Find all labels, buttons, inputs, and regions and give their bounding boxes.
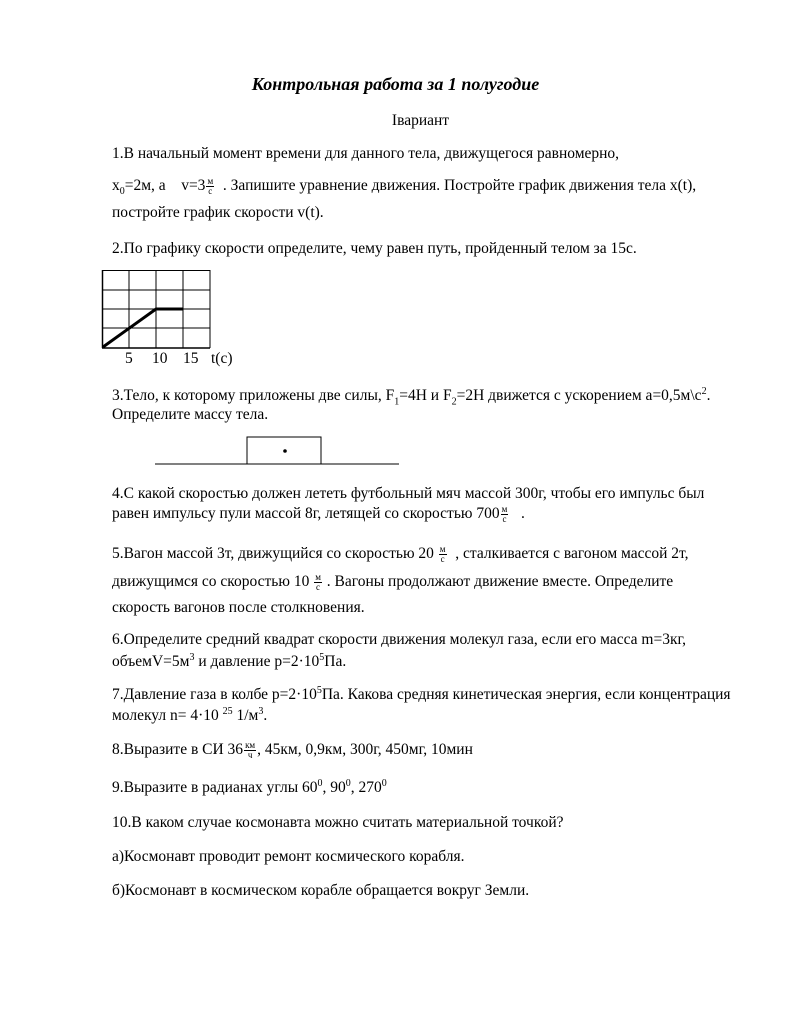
q4-unit-num: м <box>501 504 508 514</box>
graph-axis-label: t(c) <box>211 350 233 367</box>
q4-line2 <box>112 505 525 524</box>
q3-f2-sub: 2 <box>451 396 457 408</box>
q1-line2-rest: . Запишите уравнение движения. Постройте график движения тела x(t), <box>222 177 697 195</box>
q3-f1-sub: 1 <box>394 396 400 408</box>
q7-line2 <box>112 706 267 725</box>
q1-unit-fraction <box>206 177 214 196</box>
diagram-center-dot <box>283 449 287 453</box>
q6-sup-2: 5 <box>319 652 325 663</box>
q3-text-d: . <box>706 387 711 405</box>
q6-line2 <box>112 652 346 671</box>
q9-sup-1: 0 <box>317 778 323 789</box>
q7-sup-1: 5 <box>316 685 322 696</box>
q4-unit-den: с <box>502 514 507 524</box>
q5-unit-fraction-1 <box>439 545 447 564</box>
q9-sup-2: 0 <box>345 778 351 789</box>
q3-text-a: 3.Тело, к которому приложены две силы, F <box>112 387 395 405</box>
q9-sup-3: 0 <box>381 778 387 789</box>
q1-x0-value: =2м, а <box>124 177 166 195</box>
q6-text-b: и давление р=2·10 <box>194 653 320 671</box>
q1-line3: постройте график скорости v(t). <box>112 204 324 221</box>
q1-unit-den: с <box>208 186 213 196</box>
graph-tick-15: 15 <box>183 350 199 367</box>
q8-line <box>112 741 473 760</box>
q7-text-d: 1/м <box>232 707 259 725</box>
q8-unit-den: ч <box>247 750 253 760</box>
q6-text-c: Па. <box>324 653 347 671</box>
q9-text-a: 9.Выразите в радианах углы 60 <box>112 779 318 797</box>
q9-text-c: , 270 <box>350 779 382 797</box>
q5-unit-num-1: м <box>439 544 446 554</box>
q6-line1: 6.Определите средний квадрат скорости движения молекул газа, если его масса m=3кг, <box>112 631 686 648</box>
q8-text-a: 8.Выразите в СИ 36 <box>112 741 244 759</box>
q1-line2 <box>112 177 696 197</box>
q10-option-b: б)Космонавт в космическом корабле обращается вокруг Земли. <box>112 882 530 899</box>
q7-text-c: молекул n= 4·10 <box>112 707 223 725</box>
q4-text-a: равен импульсу пули массой 8г, летящей со скоростью 700 <box>112 505 500 523</box>
q5-text-d: . Вагоны продолжают движение вместе. Определите <box>326 573 674 591</box>
q5-unit-den-2: с <box>316 582 321 592</box>
graph-tick-10: 10 <box>152 350 168 367</box>
q1-unit-num: м <box>207 176 214 186</box>
graph-tick-5: 5 <box>125 350 133 367</box>
q7-text-a: 7.Давление газа в колбе р=2·10 <box>112 686 317 704</box>
q3-line1 <box>112 386 710 407</box>
q5-text-b: , сталкивается с вагоном массой 2т, <box>455 545 689 563</box>
q8-text-b: , 45км, 0,9км, 300г, 450мг, 10мин <box>257 741 473 759</box>
q10-option-a: а)Космонавт проводит ремонт космического корабля. <box>112 848 465 865</box>
q5-line1 <box>112 545 689 564</box>
q1-line1: 1.В начальный момент времени для данного тела, движущегося равномерно, <box>112 145 620 162</box>
q7-line1 <box>112 685 731 704</box>
velocity-graph <box>102 270 214 352</box>
q7-sup-2: 25 <box>222 706 233 717</box>
q7-sup-3: 3 <box>258 706 264 717</box>
q3-text-c: =2Н движется с ускорением а=0,5м\с <box>456 387 702 405</box>
q6-text-a: объемV=5м <box>112 653 190 671</box>
q10-text: 10.В каком случае космонавта можно считать материальной точкой? <box>112 814 564 831</box>
q4-unit-fraction <box>501 505 509 524</box>
q3-sup: 2 <box>701 386 707 397</box>
q5-line2 <box>112 573 673 592</box>
q4-line1: 4.С какой скоростью должен лететь футбольный мяч массой 300г, чтобы его импульс был <box>112 485 705 502</box>
page-title: Контрольная работа за 1 полугодие <box>251 74 540 94</box>
q1-x0-sub: 0 <box>119 186 125 198</box>
q1-x0-label: x <box>112 177 120 195</box>
q9-line <box>112 778 387 797</box>
q5-unit-fraction-2 <box>314 573 322 592</box>
q2-text: 2.По графику скорости определите, чему равен путь, пройденный телом за 15с. <box>112 240 637 257</box>
q5-line3: скорость вагонов после столкновения. <box>112 599 365 616</box>
q7-text-e: . <box>263 707 268 725</box>
q5-unit-num-2: м <box>315 572 321 582</box>
q5-text-a: 5.Вагон массой 3т, движущийся со скоростью 20 <box>112 545 434 563</box>
q4-text-b: . <box>520 505 525 523</box>
q9-text-b: , 90 <box>322 779 346 797</box>
variant-label: Iвариант <box>391 112 450 129</box>
q8-unit-fraction <box>244 741 256 760</box>
q3-text-b: =4Н и F <box>399 387 452 405</box>
q6-sup-1: 3 <box>189 652 195 663</box>
q7-text-b: Па. Какова средняя кинетическая энергия, если концентрация <box>321 686 731 704</box>
q5-text-c: движущимся со скоростью 10 <box>112 573 310 591</box>
q3-line2: Определите массу тела. <box>112 406 269 423</box>
q8-unit-num: км <box>245 740 256 750</box>
q5-unit-den-1: с <box>440 554 445 564</box>
q1-v-value: v=3 <box>181 177 206 195</box>
body-on-surface-diagram <box>155 436 401 468</box>
